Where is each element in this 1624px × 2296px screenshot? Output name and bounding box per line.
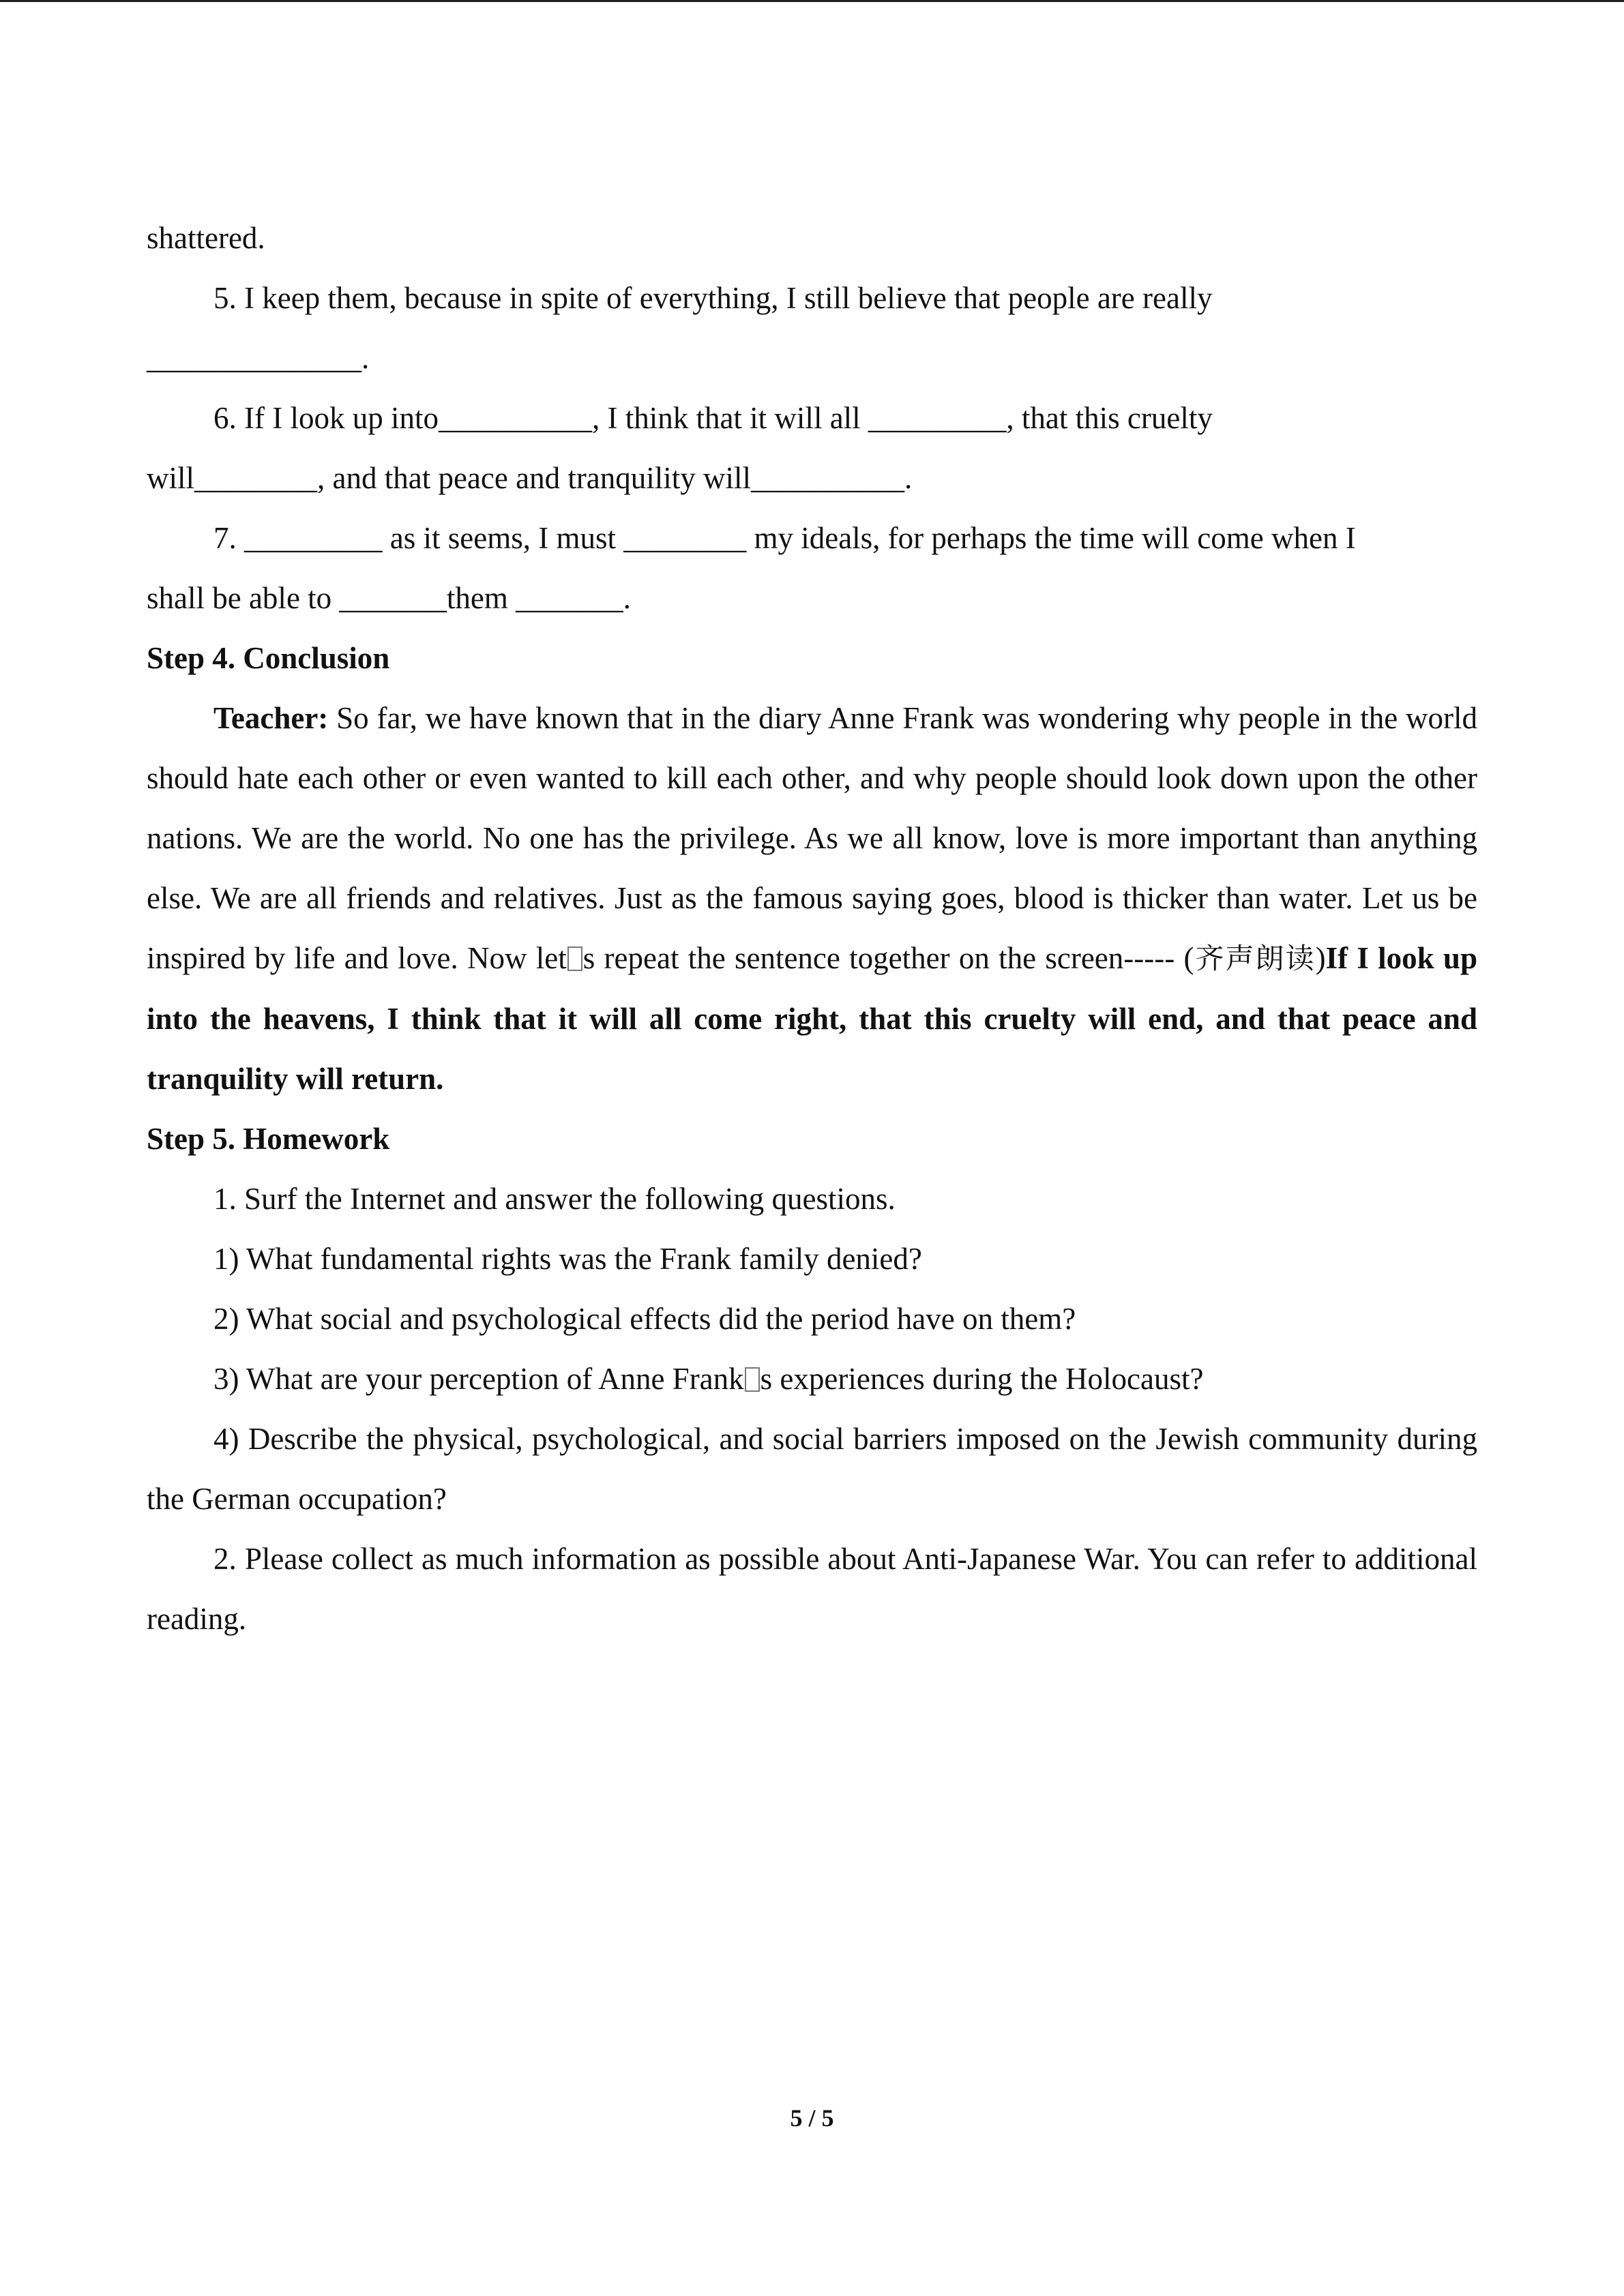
item-5-text: 5. I keep them, because in spite of everything, I still believe that people are really: [213, 281, 1213, 315]
homework-question-1: 1) What fundamental rights was the Frank family denied?: [213, 1242, 922, 1276]
homework-question-4: 4) Describe the physical, psychological, and social barriers imposed on the Jewish community during the German occupation?: [147, 1422, 1477, 1516]
question-3-text-b: s experiences during the Holocaust?: [760, 1362, 1204, 1396]
fill-blank-item-7: [147, 508, 1477, 628]
step-5-heading: Step 5. Homework: [147, 1122, 390, 1156]
question-3-text-a: 3) What are your perception of Anne Frank: [213, 1362, 744, 1396]
page-number: 5 / 5: [790, 2104, 834, 2132]
conclusion-text-3: ): [1315, 941, 1326, 975]
top-border: [0, 0, 1624, 2]
chinese-note: 齐声朗读: [1194, 942, 1316, 975]
continuation-text: shattered.: [147, 221, 265, 255]
conclusion-text-1: So far, we have known that in the diary Anne Frank was wondering why people in the world should hate each other or even wanted to kill each other, and why people should look down upon the other nations. We are the world. No one has the privilege. As we all know, love is more important than anything else. We are all friends and relatives. Just as the famous saying goes, blood is thicker than water. Let us be inspired by life and love. Now let: [147, 701, 1477, 975]
homework-item-2: 2. Please collect as much information as possible about Anti-Japanese War. You can refer to additional reading.: [147, 1542, 1477, 1636]
item-6-line-1: 6. If I look up into__________, I think that it will all _________, that this cruelty: [213, 401, 1213, 435]
step-4-heading: Step 4. Conclusion: [147, 641, 390, 675]
item-7-line-2: shall be able to _______them _______.: [147, 581, 631, 615]
conclusion-paragraph: [147, 688, 1477, 1109]
homework-question-3: [147, 1349, 1477, 1409]
item-6-line-2: will________, and that peace and tranquility will__________.: [147, 461, 913, 495]
item-5-blank: ______________.: [147, 341, 370, 375]
teacher-label: Teacher:: [213, 701, 329, 735]
document-body: [147, 208, 1477, 1649]
missing-glyph-icon: [567, 946, 582, 971]
bold-quote: If I look up into the heavens, I think that it will all come right, that this cruelty will end, and that peace and tranquility will return.: [147, 941, 1477, 1096]
item-7-line-1: 7. _________ as it seems, I must ________ my ideals, for perhaps the time will come when I: [213, 521, 1356, 555]
fill-blank-item-6: [147, 388, 1477, 508]
homework-item-1: 1. Surf the Internet and answer the following questions.: [213, 1182, 896, 1216]
conclusion-text-2: s repeat the sentence together on the screen----- (: [582, 941, 1194, 975]
missing-glyph-icon: [745, 1367, 760, 1392]
homework-question-2: 2) What social and psychological effects did the period have on them?: [213, 1302, 1076, 1336]
fill-blank-item-5: [147, 268, 1477, 388]
